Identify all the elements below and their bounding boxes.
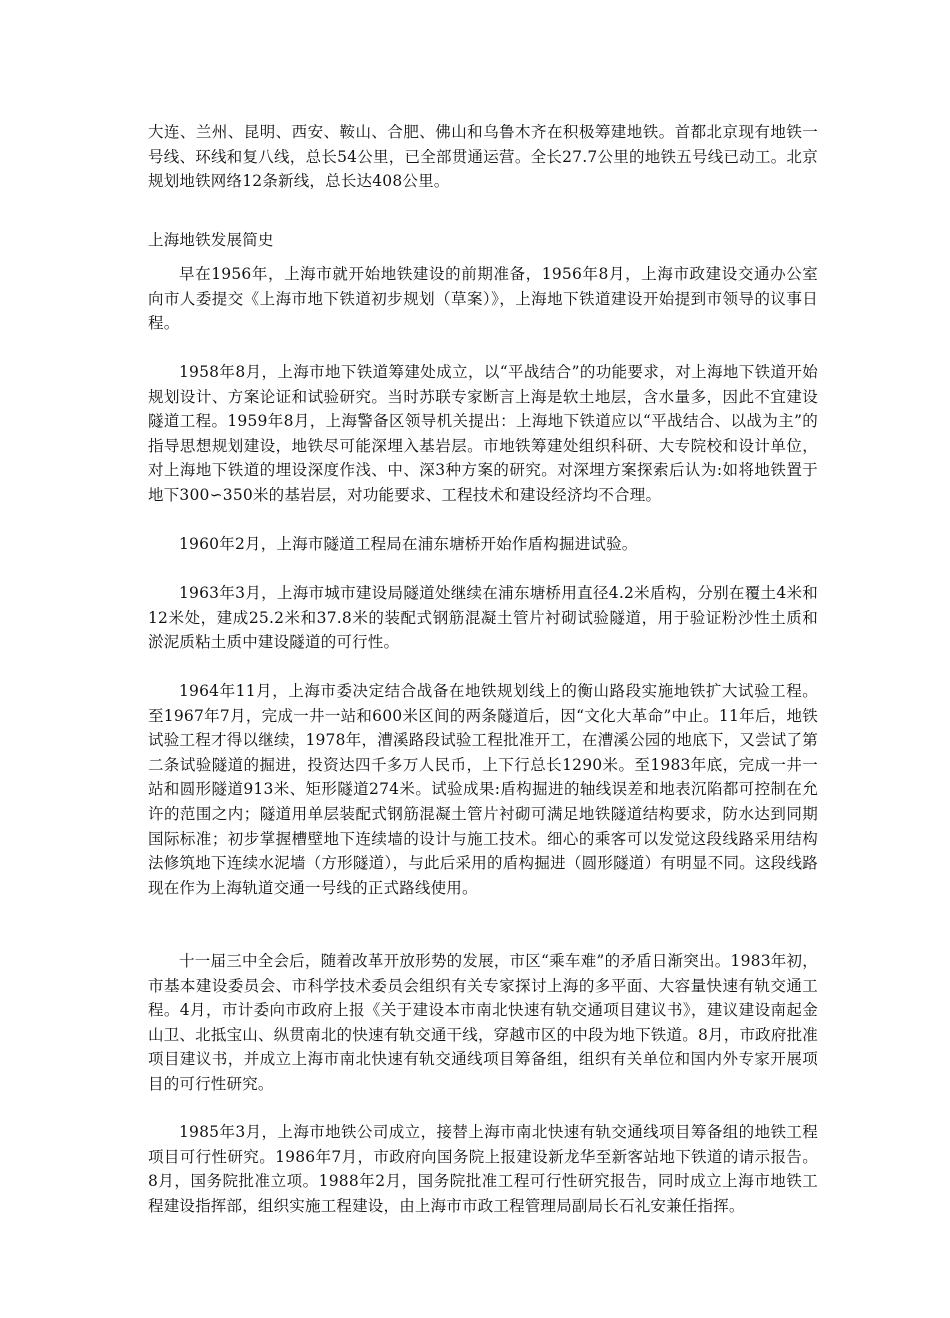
paragraph-1960: 1960年2月，上海市隧道工程局在浦东塘桥开始作盾构掘进试验。 bbox=[179, 535, 638, 553]
paragraph-1964: 1964年11月，上海市委决定结合战备在地铁规划线上的衡山路段实施地铁扩大试验工程。至1967年7月，完成一井一站和600米区间的两条隧道后，因“文化大革命”中止。11年后，地铁试验工程才得以继续，1978年，漕溪路段试验工程批准开工，在漕溪公园的地底下，又尝试了第二条试验隧道的掘进，投资达四千多万人民币，上下行总长1290米。至1983年底，完成一井一站和圆形隧道913米、矩形隧道274米。试验成果:盾构掘进的轴线误差和地表沉陷都可控制在允许的范围之内；隧道用单层装配式钢筋混凝土管片衬砌可满足地铁隧道结构要求，防水达到同期国际标准；初步掌握槽壁地下连续墙的设计与施工技术。细心的乘客可以发觉这段线路采用结构法修筑地下连续水泥墙（方形隧道），与此后采用的盾构掘进（圆形隧道）有明显不同。这段线路现在作为上海轨道交通一号线的正式路线使用。 bbox=[148, 682, 818, 897]
paragraph-1983: 十一届三中全会后，随着改革开放形势的发展，市区“乘车难”的矛盾日渐突出。1983年初，市基本建设委员会、市科学技术委员会组织有关专家探讨上海的多平面、大容量快速有轨交通工程。4月，市计委向市政府上报《关于建设本市南北快速有轨交通项目建议书》，建议建设南起金山卫、北抵宝山、纵贯南北的快速有轨交通干线，穿越市区的中段为地下铁道。8月，市政府批准项目建议书，并成立上海市南北快速有轨交通线项目筹备组，组织有关单位和国内外专家开展项目的可行性研究。 bbox=[148, 952, 818, 1093]
paragraph-1963: 1963年3月，上海市城市建设局隧道处继续在浦东塘桥用直径4.2米盾构，分别在覆土4米和12米处，建成25.2米和37.8米的装配式钢筋混凝土管片衬砌试验隧道，用于验证粉沙性土质和淤泥质粘土质中建设隧道的可行性。 bbox=[148, 584, 818, 652]
paragraph-1956: 早在1956年，上海市就开始地铁建设的前期准备，1956年8月，上海市政建设交通办公室向市人委提交《上海市地下铁道初步规划（草案）》，上海地下铁道建设开始提到市领导的议事日程。 bbox=[148, 265, 818, 333]
section-heading: 上海地铁发展简史 bbox=[148, 231, 274, 249]
paragraph-1958: 1958年8月，上海市地下铁道筹建处成立，以“平战结合”的功能要求，对上海地下铁道开始规划设计、方案论证和试验研究。当时苏联专家断言上海是软土地层，含水量多，因此不宜建设隧道工程。1959年8月，上海警备区领导机关提出：上海地下铁道应以“平战结合、以战为主”的指导思想规划建设，地铁尽可能深埋入基岩层。市地铁筹建处组织科研、大专院校和设计单位，对上海地下铁道的埋设深度作浅、中、深3种方案的研究。对深埋方案探索后认为:如将地铁置于地下300∽350米的基岩层，对功能要求、工程技术和建设经济均不合理。 bbox=[148, 363, 818, 504]
intro-paragraph: 大连、兰州、昆明、西安、鞍山、合肥、佛山和乌鲁木齐在积极筹建地铁。首都北京现有地铁一号线、环线和复八线，总长54公里，已全部贯通运营。全长27.7公里的地铁五号线已动工。北京规划地铁网络12条新线，总长达408公里。 bbox=[148, 123, 818, 191]
paragraph-1985: 1985年3月，上海市地铁公司成立，接替上海市南北快速有轨交通线项目筹备组的地铁工程项目可行性研究。1986年7月，市政府向国务院上报建设新龙华至新客站地下铁道的请示报告。8月，国务院批准立项。1988年2月，国务院批准工程可行性研究报告，同时成立上海市地铁工程建设指挥部，组织实施工程建设，由上海市市政工程管理局副局长石礼安兼任指挥。 bbox=[148, 1123, 818, 1215]
